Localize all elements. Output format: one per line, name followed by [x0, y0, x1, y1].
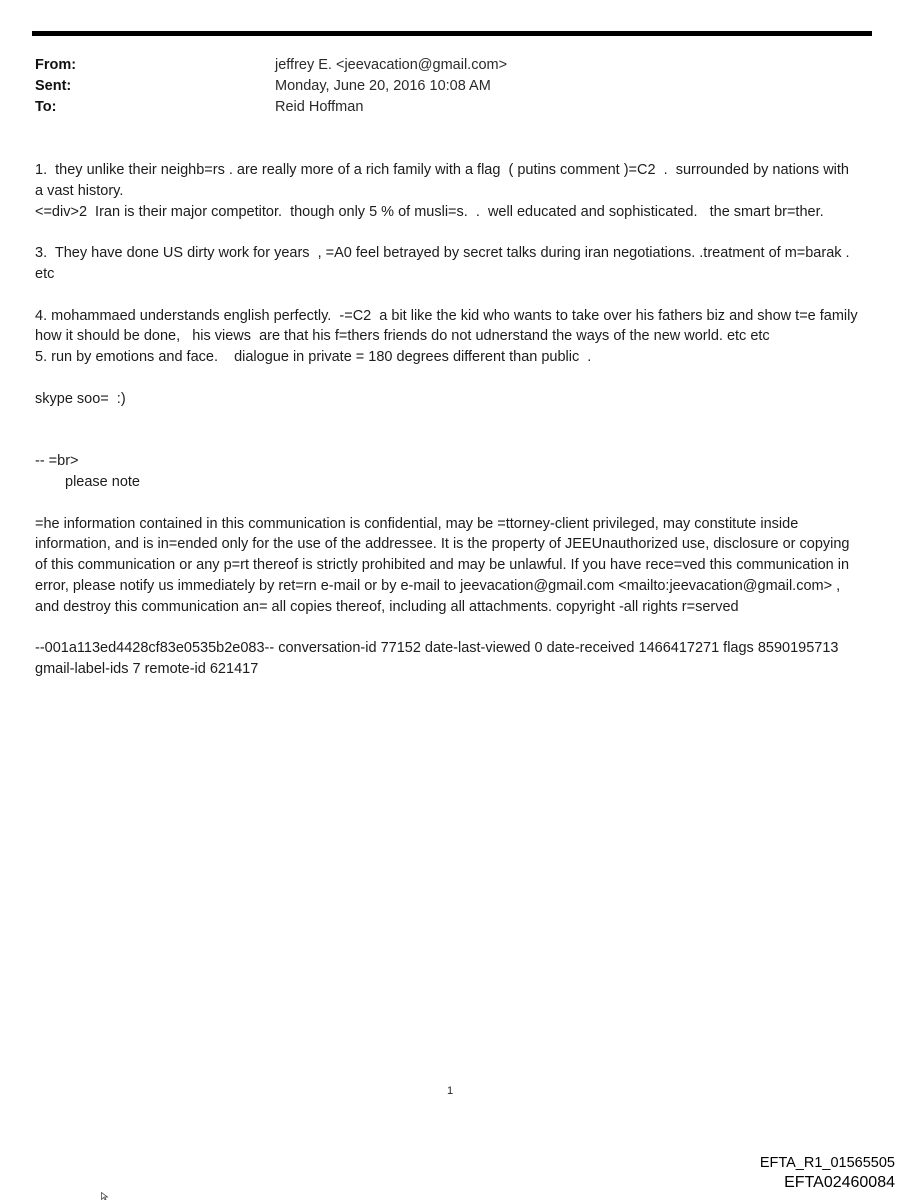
signature-separator: -- =br> [35, 453, 79, 470]
from-value: jeffrey E. <jeevacation@gmail.com> [275, 57, 508, 73]
from-label: From: [35, 57, 77, 73]
bates-number-primary: EFTA_R1_01565505 [759, 1155, 895, 1171]
paragraph-2: <=div>2 Iran is their major competitor. though only 5 % of musli=s. . well educated and sophisticated. the smart br=ther. [35, 203, 824, 220]
top-divider [32, 31, 872, 36]
from-row [35, 55, 855, 76]
paragraph-3: 3. They have done US dirty work for years , =A0 feel betrayed by secret talks during iran negotiations. .treatment of m=barak . etc [35, 245, 854, 282]
signature-note: please note [65, 473, 140, 490]
paragraph-1: 1. they unlike their neighb=rs . are really more of a rich family with a flag ( putins comment )=C2 . surrounded by nations with a vast history. [35, 162, 858, 199]
to-value: Reid Hoffman [275, 99, 364, 115]
to-row [35, 97, 855, 118]
paragraph-6: skype soo= :) [35, 390, 126, 407]
disclaimer: =he information contained in this communication is confidential, may be =ttorney-client privileged, may constitute inside information, and is in=ended only for the use of the addressee. It is the property of JEEUnauthorized use, disclosure or copying of this communication or any p=rt thereof is strictly prohibited and may be unlawful. If you have rece=ved this communication in error, please notify us immediately by ret=rn e-mail or by e-mail to jeevacation@gmail.com <mailto:jeevacation@gmail.com> , and destroy this communication an= all copies thereof, including all attachments. copyright -all rights r=served [35, 515, 854, 615]
email-header [35, 55, 855, 118]
mouse-cursor-icon [101, 1192, 109, 1200]
paragraph-5: 5. run by emotions and face. dialogue in private = 180 degrees different than public . [35, 349, 592, 366]
sent-row [35, 76, 855, 97]
sent-label: Sent: [35, 78, 72, 94]
paragraph-4: 4. mohammaed understands english perfectly. -=C2 a bit like the kid who wants to take over his fathers biz and show t=e family how it should be done, his views are that his f=thers friends do not udnerstand the ways of the new world. etc etc [35, 307, 862, 345]
email-body [35, 160, 865, 680]
sent-value: Monday, June 20, 2016 10:08 AM [275, 78, 491, 94]
bates-number-secondary: EFTA02460084 [784, 1174, 895, 1191]
email-metadata: --001a113ed4428cf83e0535b2e083-- conversation-id 77152 date-last-viewed 0 date-received 1466417271 flags 8590195713 gmail-label-ids 7 remote-id 621417 [35, 640, 843, 678]
page-number: 1 [447, 1085, 454, 1097]
to-label: To: [35, 99, 57, 115]
